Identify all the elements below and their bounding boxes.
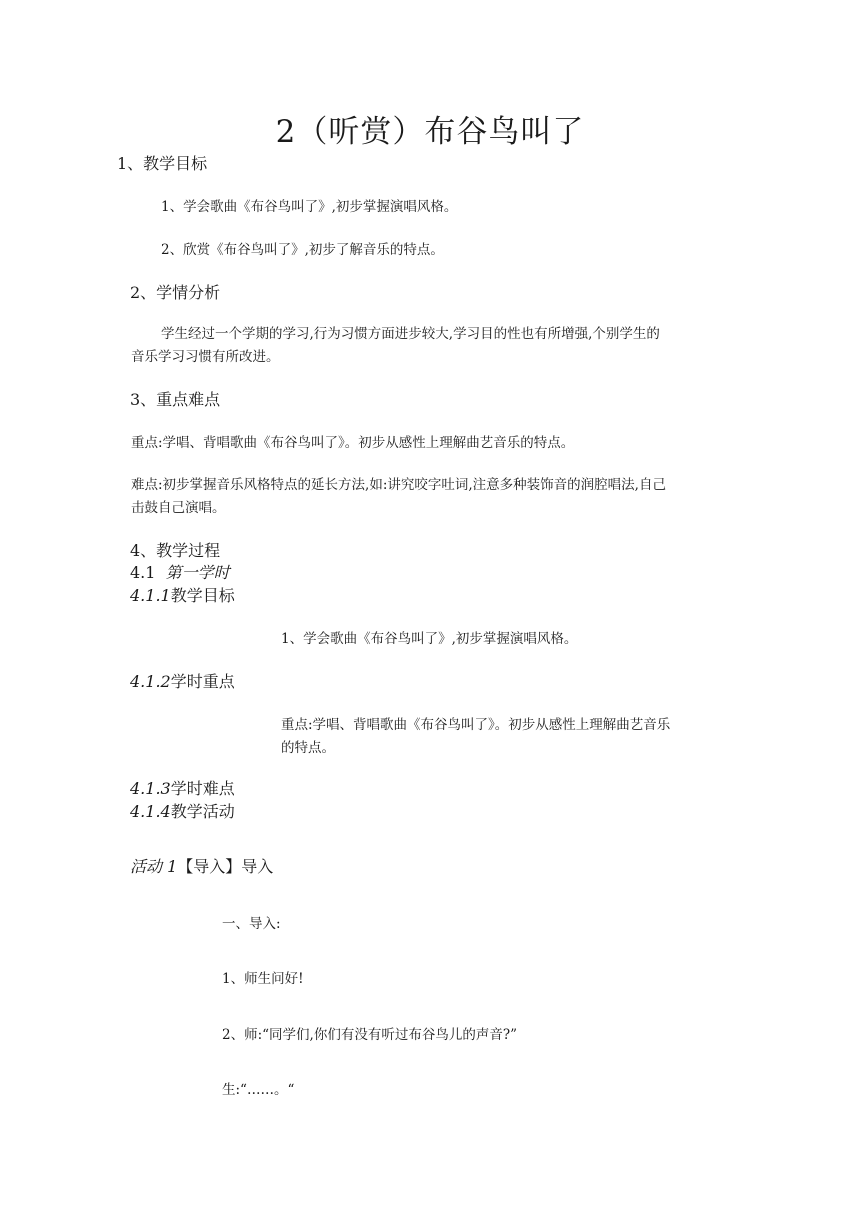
activity-title: 【导入】导入 — [177, 857, 274, 876]
section-heading-process: 4、教学过程 — [130, 541, 221, 560]
section-heading-analysis: 2、学情分析 — [130, 283, 221, 302]
section-heading-goals: 1、教学目标 — [117, 154, 208, 173]
lesson-focus-number: 4.1.2 — [130, 672, 171, 691]
lesson-focus-line-1: 重点:学唱、背唱歌曲《布谷鸟叫了》。初步从感性上理解曲艺音乐 — [281, 717, 671, 733]
lesson-title: 第一学时 — [165, 563, 230, 582]
lesson-goal-text: 1、学会歌曲《布谷鸟叫了》,初步掌握演唱风格。 — [281, 631, 578, 647]
activity-line-1: 一、导入: — [222, 916, 281, 932]
lesson-focus-title: 学时重点 — [170, 672, 235, 691]
activity-heading — [130, 854, 273, 877]
activity-label: 活动 1 — [130, 857, 178, 876]
key-point-text: 重点:学唱、背唱歌曲《布谷鸟叫了》。初步从感性上理解曲艺音乐的特点。 — [131, 435, 575, 451]
lesson-goal-number: 4.1.1 — [130, 586, 171, 605]
difficult-point-line-1: 难点:初步掌握音乐风格特点的延长方法,如:讲究咬字吐词,注意多种装饰音的润腔唱法,自己 — [131, 477, 666, 493]
page-title: 2（听赏）布谷鸟叫了 — [275, 114, 585, 150]
lesson-activity-heading — [130, 799, 235, 822]
activity-line-4: 生:“……。“ — [222, 1082, 295, 1098]
lesson-difficulty-title: 学时难点 — [170, 779, 235, 798]
lesson-focus-line-2: 的特点。 — [281, 740, 335, 756]
goal-item-2: 2、欣赏《布谷鸟叫了》,初步了解音乐的特点。 — [161, 242, 444, 258]
lesson-activity-number: 4.1.4 — [130, 802, 171, 821]
difficult-point-line-2: 击鼓自己演唱。 — [131, 500, 226, 516]
activity-line-3: 2、师:“同学们,你们有没有听过布谷鸟儿的声音?” — [222, 1027, 517, 1043]
lesson-focus-heading — [130, 669, 235, 692]
lesson-activity-title: 教学活动 — [170, 802, 235, 821]
lesson-heading — [130, 560, 230, 583]
section-heading-key-points: 3、重点难点 — [130, 390, 221, 409]
lesson-goal-heading — [130, 583, 235, 606]
analysis-line-1: 学生经过一个学期的学习,行为习惯方面进步较大,学习目的性也有所增强,个别学生的 — [161, 326, 660, 342]
lesson-goal-title: 教学目标 — [170, 586, 235, 605]
lesson-difficulty-number: 4.1.3 — [130, 779, 171, 798]
analysis-line-2: 音乐学习习惯有所改进。 — [131, 349, 280, 365]
goal-item-1: 1、学会歌曲《布谷鸟叫了》,初步掌握演唱风格。 — [161, 199, 458, 215]
lesson-difficulty-heading — [130, 776, 235, 799]
lesson-number: 4.1 — [130, 563, 156, 582]
activity-line-2: 1、师生问好! — [222, 971, 304, 987]
